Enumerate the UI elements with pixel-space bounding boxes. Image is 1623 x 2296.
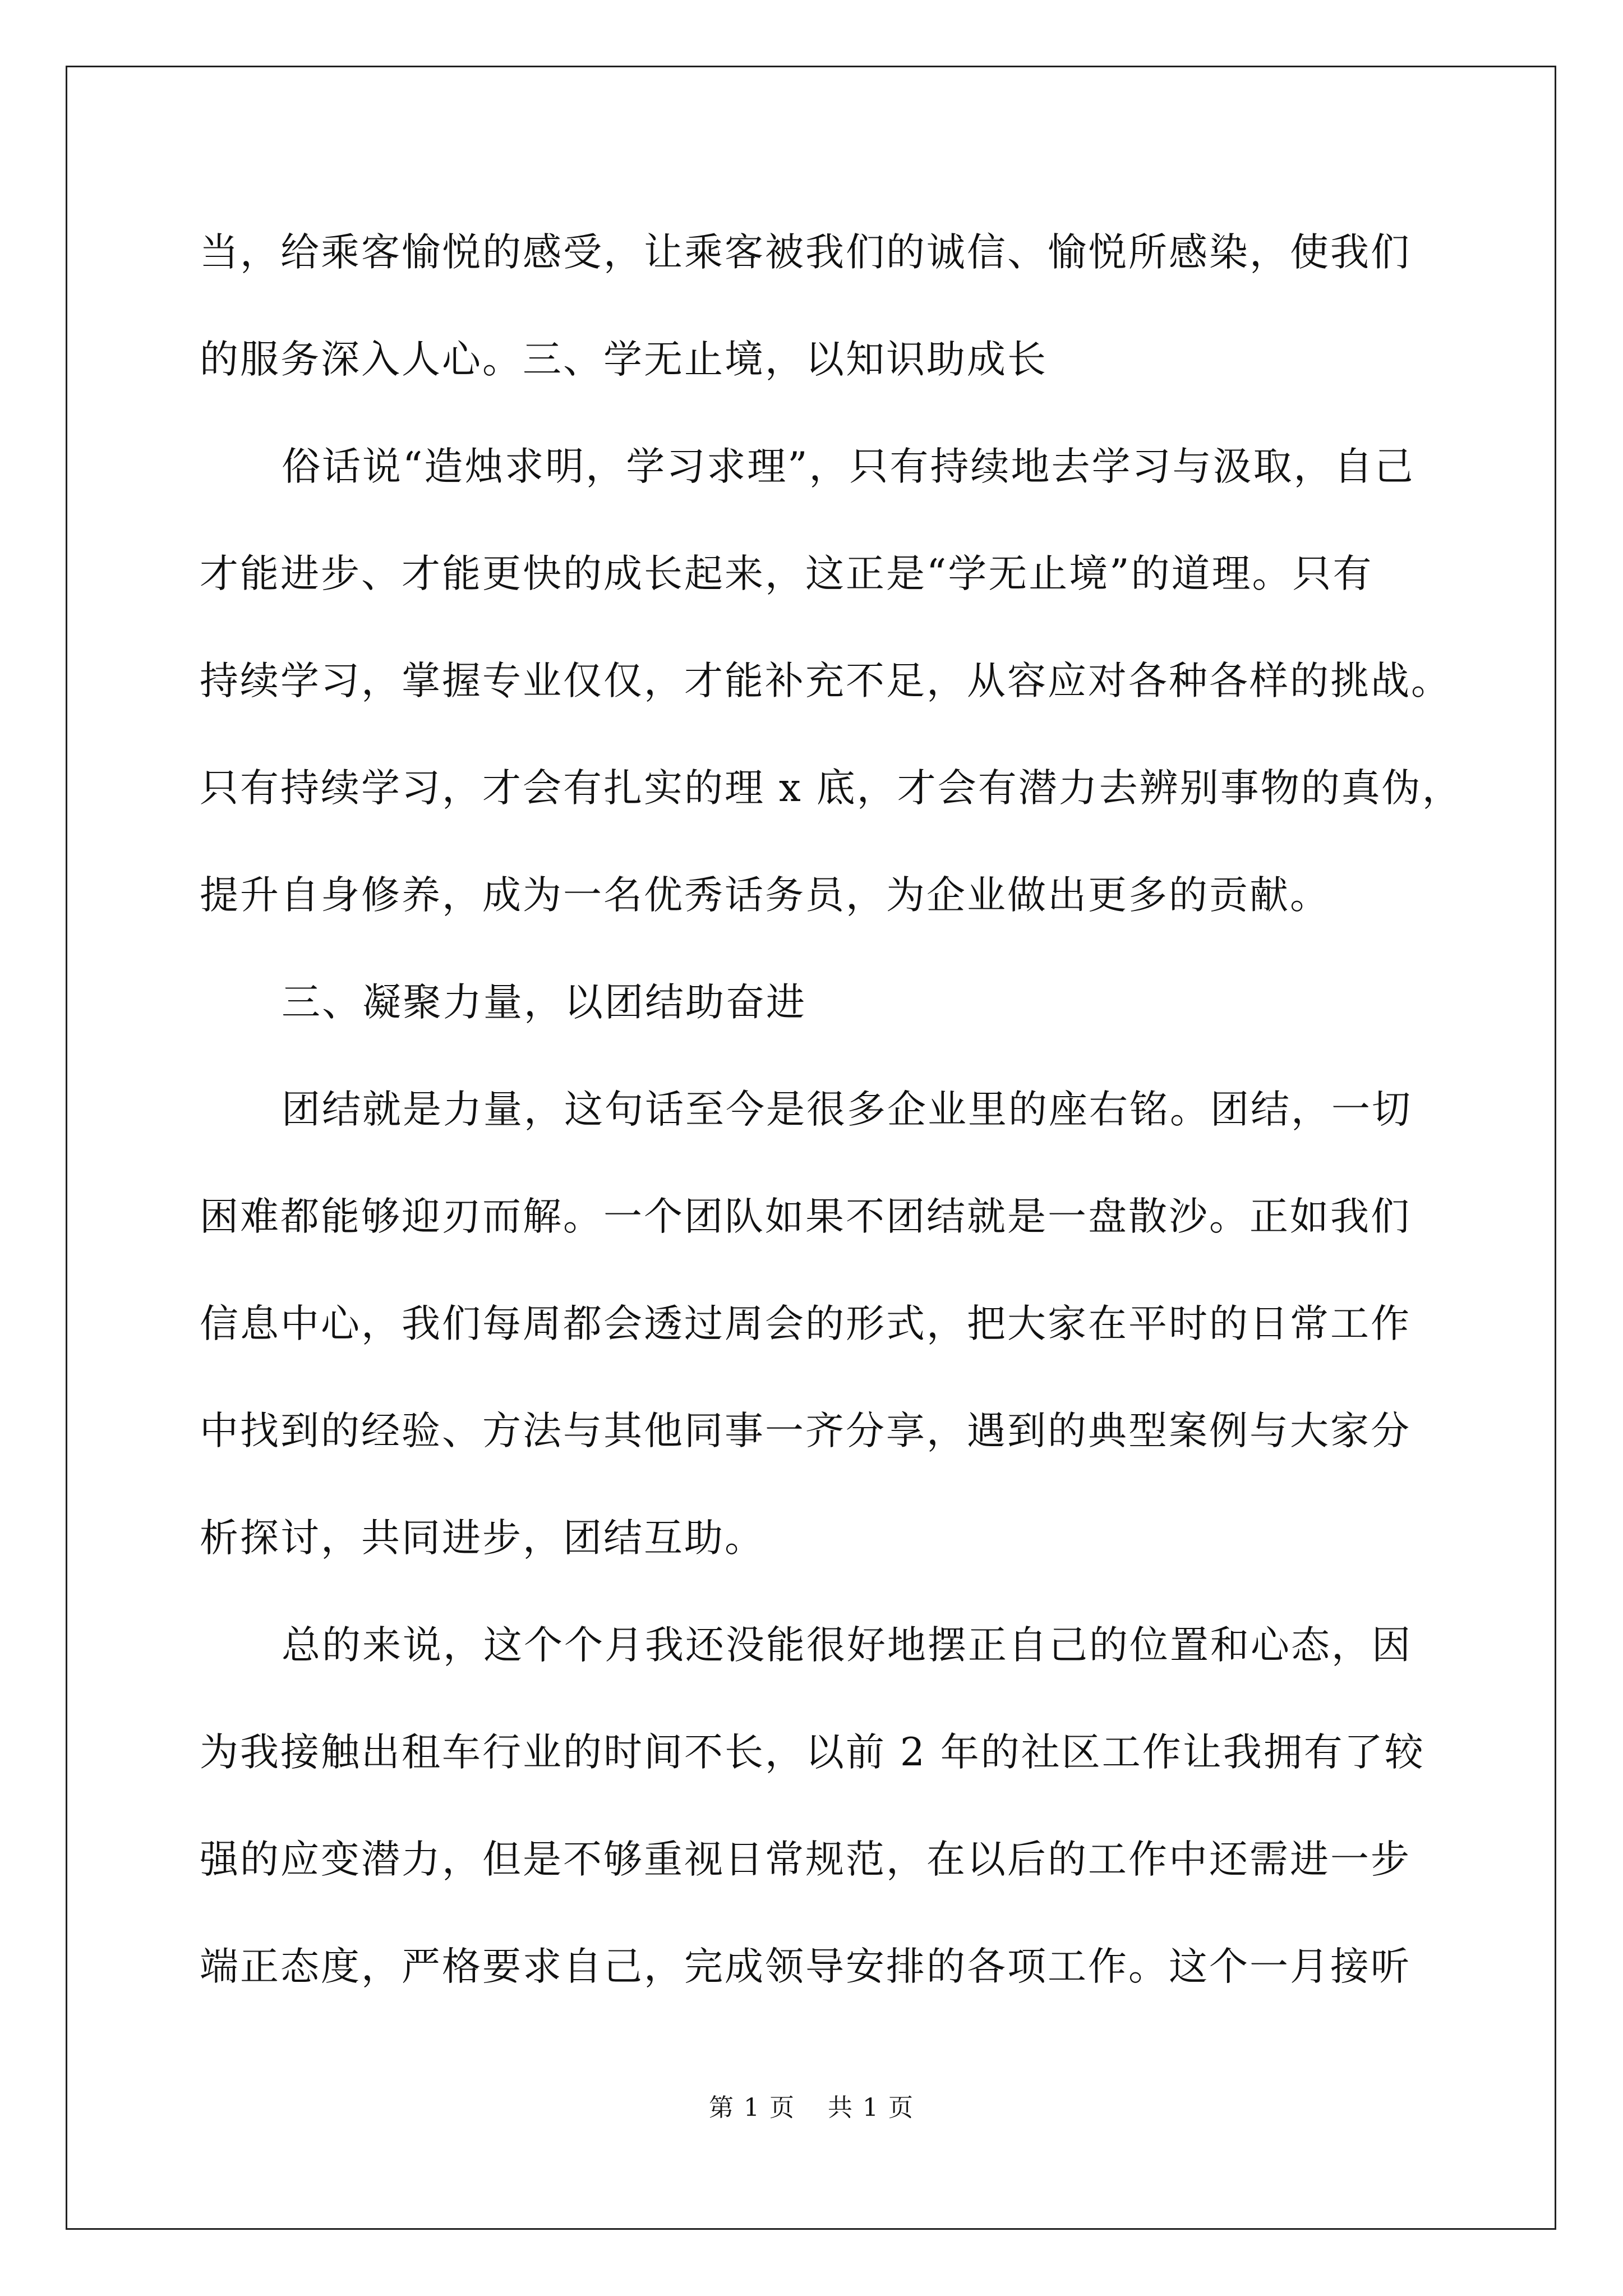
text-line: 中找到的经验、方法与其他同事一齐分享，遇到的典型案例与大家分 bbox=[200, 1409, 1411, 1453]
text-line: 只有持续学习，才会有扎实的理 x 底，才会有潜力去辨别事物的真伪， bbox=[200, 766, 1463, 811]
page-number: 第 1 页 bbox=[709, 2093, 795, 2122]
paragraph-start-line: 俗话说“造烛求明，学习求理”，只有持续地去学习与汲取，自己 bbox=[282, 444, 1415, 489]
text-line: 强的应变潜力，但是不够重视日常规范，在以后的工作中还需进一步 bbox=[200, 1837, 1411, 1882]
text-line: 当，给乘客愉悦的感受，让乘客被我们的诚信、愉悦所感染，使我们 bbox=[200, 230, 1411, 275]
text-line: 才能进步、才能更快的成长起来，这正是“学无止境”的道理。只有 bbox=[200, 551, 1373, 596]
text-line: 析探讨，共同进步，团结互助。 bbox=[200, 1516, 765, 1561]
paragraph-start-line: 总的来说，这个个月我还没能很好地摆正自己的位置和心态，因 bbox=[282, 1623, 1412, 1668]
text-line: 端正态度，严格要求自己，完成领导安排的各项工作。这个一月接听 bbox=[200, 1944, 1411, 1989]
section-heading: 三、凝聚力量，以团结助奋进 bbox=[282, 980, 806, 1025]
text-line: 的服务深入人心。三、学无止境，以知识助成长 bbox=[200, 337, 1048, 382]
text-line: 持续学习，掌握专业仅仅，才能补充不足，从容应对各种各样的挑战。 bbox=[200, 659, 1451, 703]
page-total: 共 1 页 bbox=[828, 2093, 914, 2122]
page-footer bbox=[0, 2091, 1623, 2125]
document-body bbox=[200, 199, 1463, 2021]
text-line: 提升自身修养，成为一名优秀话务员，为企业做出更多的贡献。 bbox=[200, 873, 1330, 918]
text-line: 困难都能够迎刃而解。一个团队如果不团结就是一盘散沙。正如我们 bbox=[200, 1194, 1411, 1239]
paragraph-start-line: 团结就是力量，这句话至今是很多企业里的座右铭。团结，一切 bbox=[282, 1087, 1412, 1132]
text-line: 为我接触出租车行业的时间不长，以前 2 年的社区工作让我拥有了较 bbox=[200, 1730, 1425, 1775]
text-line: 信息中心，我们每周都会透过周会的形式，把大家在平时的日常工作 bbox=[200, 1301, 1411, 1346]
